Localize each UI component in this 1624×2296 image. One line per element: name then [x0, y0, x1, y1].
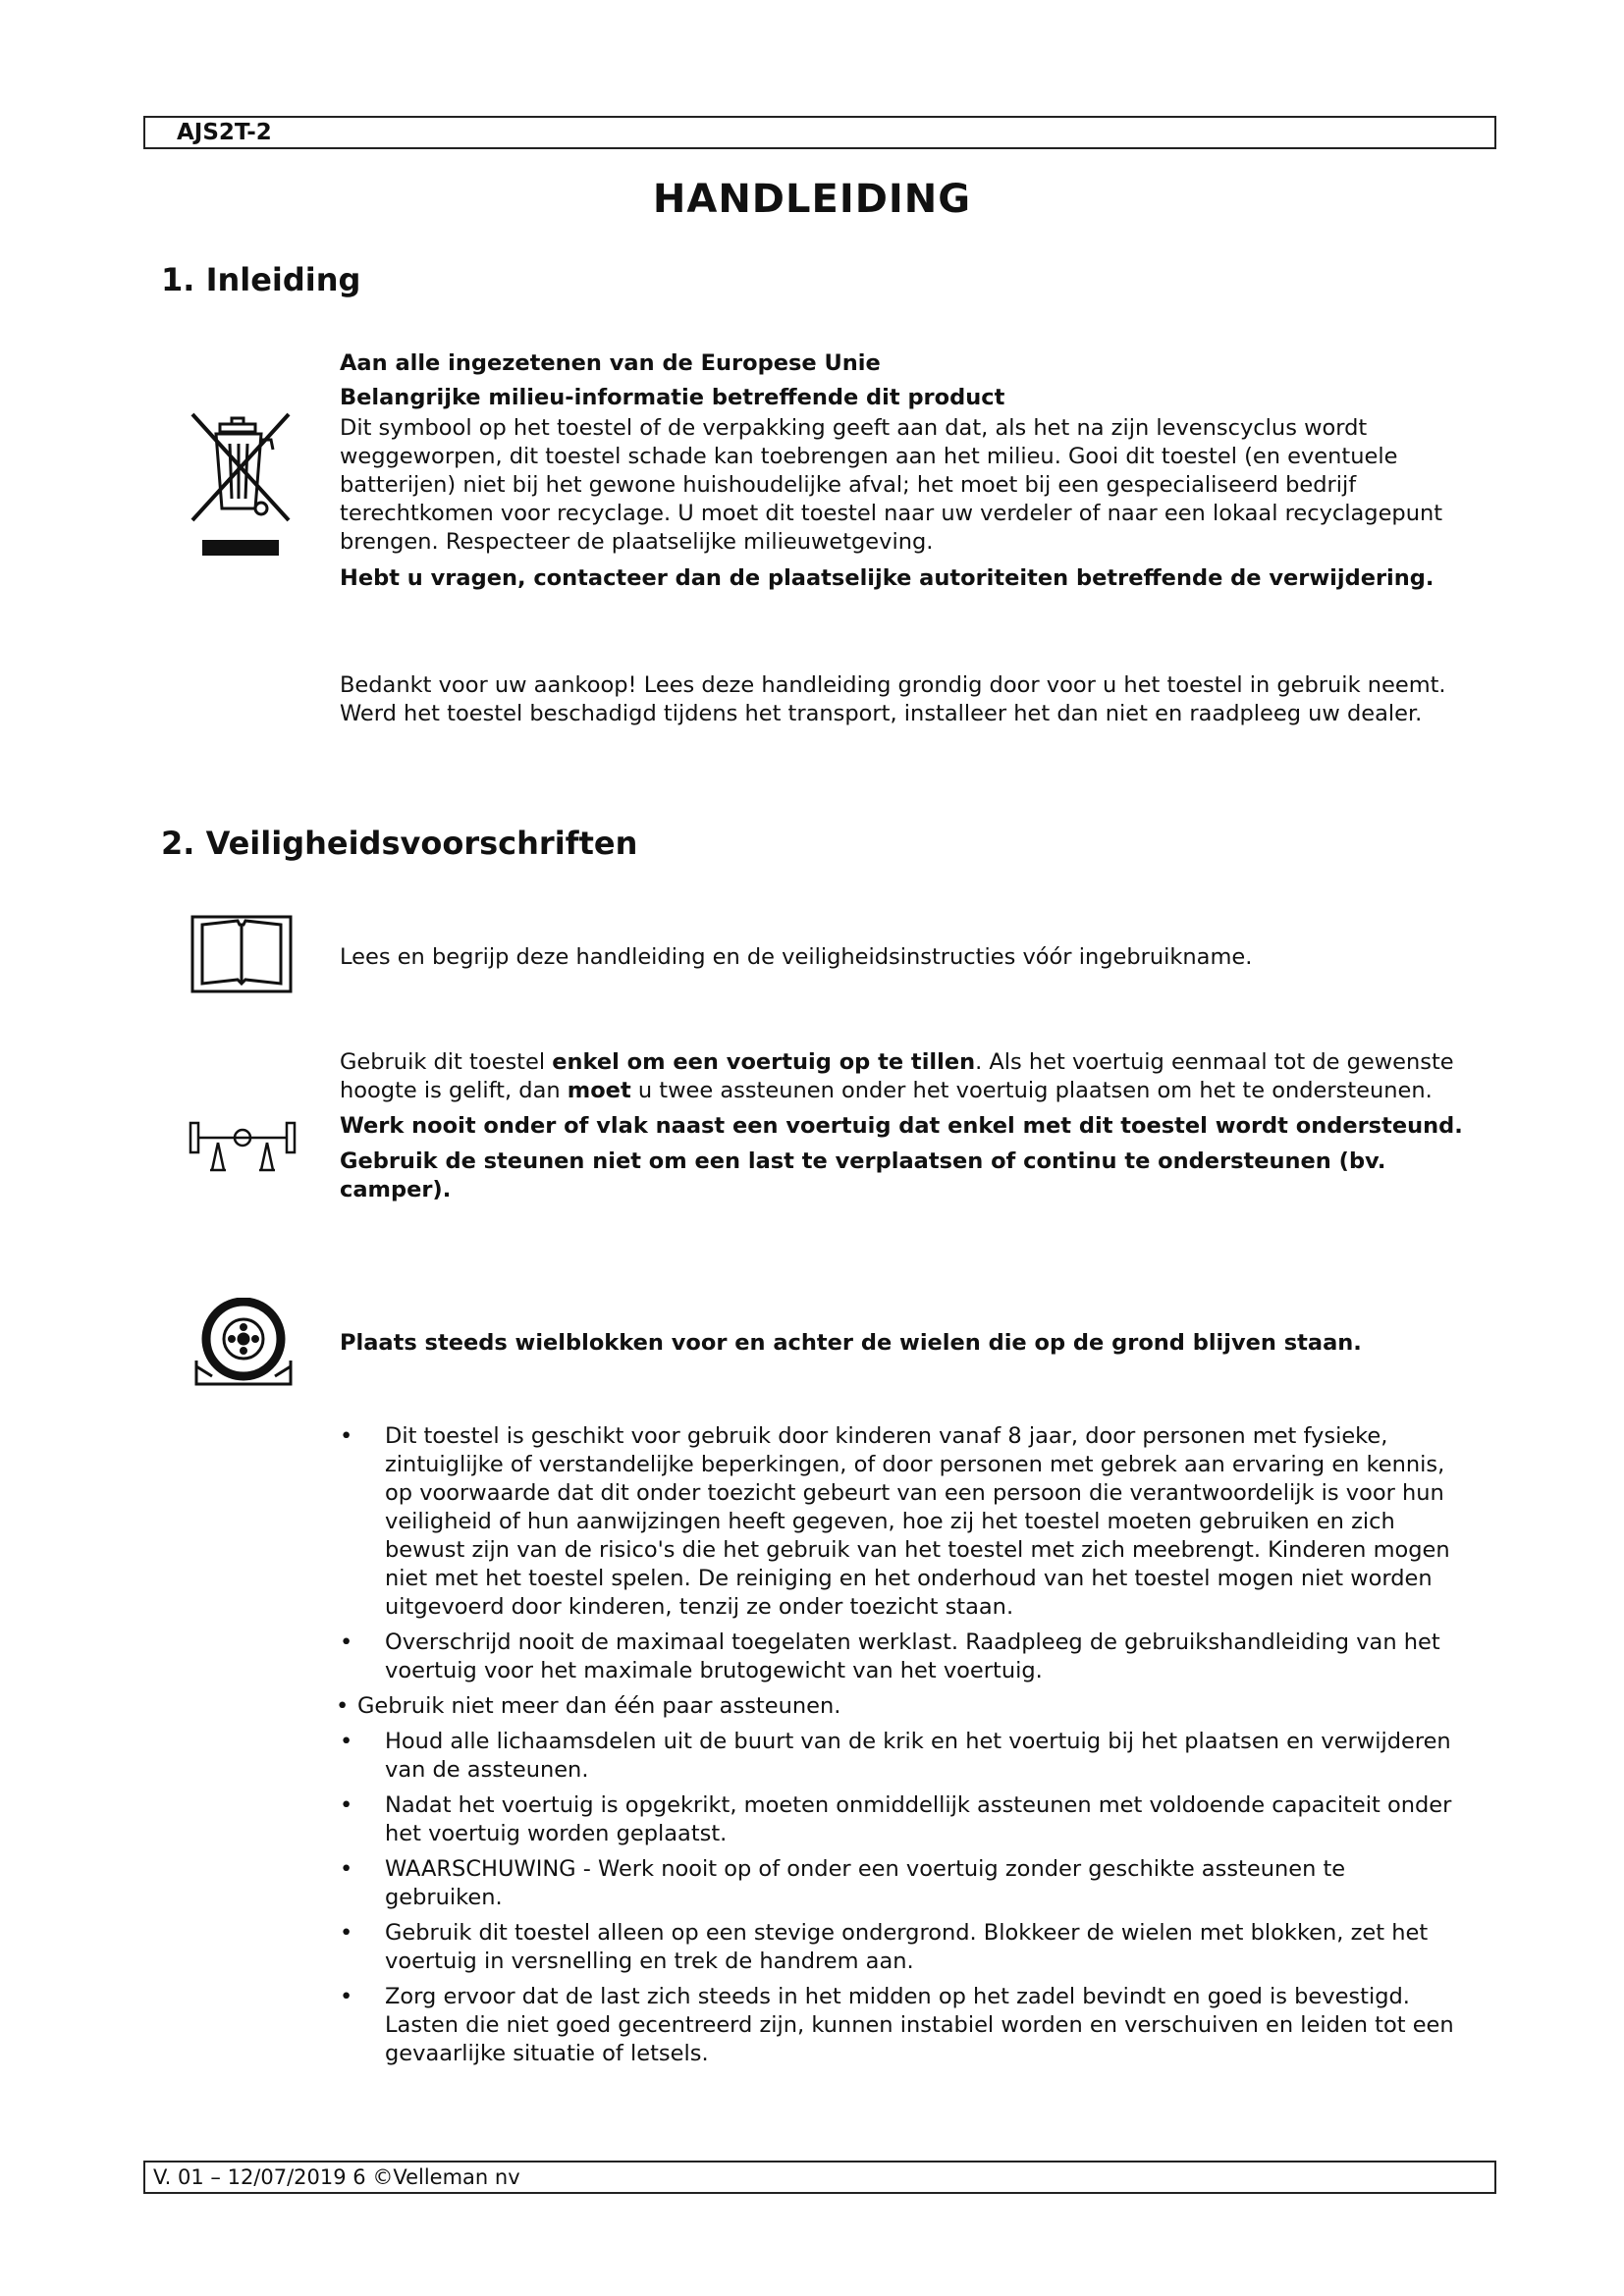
lift-p1-c: . Als het voertuig eenmaal tot de gewenste hoogte is gelift, dan [340, 1049, 1454, 1103]
list-item: • Nadat het voertuig is opgekrikt, moeten onmiddellijk assteunen met voldoende capaciteit onder het voertuig worden geplaatst. [340, 1791, 1469, 1848]
lift-paragraph [340, 1048, 1469, 1105]
weee-line1: Aan alle ingezetenen van de Europese Unie [340, 350, 881, 376]
list-item: • WAARSCHUWING - Werk nooit op of onder een voertuig zonder geschikte assteunen te gebruiken. [340, 1855, 1469, 1912]
section2-heading: 2. Veiligheidsvoorschriften [161, 825, 638, 862]
lift-warning-2: Gebruik de steunen niet om een last te verplaatsen of continu te ondersteunen (bv. camper). [340, 1148, 1386, 1202]
weee-bin-icon [187, 410, 295, 560]
lift-instructions [340, 1048, 1469, 1204]
weee-notice [340, 349, 1469, 593]
list-item: • Gebruik dit toestel alleen op een stevige ondergrond. Blokkeer de wielen met blokken, zet het voertuig in versnelling en trek de handrem aan. [340, 1919, 1469, 1976]
lift-p1-e: u twee assteunen onder het voertuig plaatsen om het te ondersteunen. [630, 1078, 1433, 1103]
wheel-chock-text: Plaats steeds wielblokken voor en achter de wielen die op de grond blijven staan. [340, 1330, 1362, 1356]
list-item: • Zorg ervoor dat de last zich steeds in het midden op het zadel bevindt en goed is bevestigd. Lasten die niet goed gecentreerd zijn, kunnen instabiel worden en verschuiven en leiden tot een gevaarlijke situatie of letsels. [340, 1983, 1469, 2068]
page-title: HANDLEIDING [652, 177, 972, 222]
thanks-text: Bedankt voor uw aankoop! Lees deze handleiding grondig door voor u het toestel in gebruik neemt. Werd het toestel beschadigd tijdens het transport, installeer het dan niet en raadpleeg uw dealer. [340, 672, 1446, 726]
axle-stand-icon [189, 1119, 297, 1180]
list-item: • Gebruik niet meer dan één paar assteunen. [336, 1692, 1465, 1721]
footer-text: V. 01 – 12/07/2019 6 ©Velleman nv [153, 2165, 520, 2189]
header-code: AJS2T-2 [177, 120, 272, 145]
read-manual-icon [189, 911, 295, 995]
section1-heading: 1. Inleiding [161, 261, 361, 298]
footer-box [143, 2161, 1496, 2194]
weee-body: Dit symbool op het toestel of de verpakking geeft aan dat, als het na zijn levenscyclus wordt weggeworpen, dit toestel schade kan toebrengen aan het milieu. Gooi dit toestel (en eventuele batterijen) niet bij het gewone huishoudelijke afval; het moet bij een gespecialiseerd bedrijf terechtkomen voor recyclage. U moet dit toestel naar uw verdeler of naar een lokaal recyclagepunt brengen. Respecteer de plaatselijke milieuwetgeving. [340, 415, 1443, 555]
lift-p1-a: Gebruik dit toestel [340, 1049, 553, 1075]
lift-p1-d: moet [567, 1078, 631, 1103]
lift-warning-1: Werk nooit onder of vlak naast een voertuig dat enkel met dit toestel wordt ondersteund. [340, 1113, 1463, 1139]
lift-p1-b: enkel om een voertuig op te tillen [552, 1049, 976, 1075]
wheel-chock-icon [192, 1298, 295, 1388]
list-item: • Houd alle lichaamsdelen uit de buurt van de krik en het voertuig bij het plaatsen en verwijderen van de assteunen. [340, 1728, 1469, 1785]
read-manual-text: Lees en begrijp deze handleiding en de veiligheidsinstructies vóór ingebruikname. [340, 944, 1253, 970]
list-item: • Dit toestel is geschikt voor gebruik door kinderen vanaf 8 jaar, door personen met fysieke, zintuiglijke of verstandelijke beperkingen, of door personen met gebrek aan ervaring en kennis, op voorwaarde dat dit onder toezicht gebeurt van een persoon die verantwoordelijk is voor hun veiligheid of hun aanwijzingen heeft gegeven, hoe zij het toestel moeten gebruiken en zich bewust zijn van de risico's die het gebruik van het toestel met zich meebrengt. Kinderen mogen niet met het toestel spelen. De reiniging en het onderhoud van het toestel mogen niet worden uitgevoerd door kinderen, tenzij ze onder toezicht staan. [340, 1422, 1469, 1622]
safety-bullet-list [340, 1422, 1469, 2075]
list-item: • Overschrijd nooit de maximaal toegelaten werklast. Raadpleeg de gebruikshandleiding van het voertuig voor het maximale brutogewicht van het voertuig. [340, 1629, 1469, 1685]
weee-line2: Belangrijke milieu-informatie betreffende dit product [340, 385, 1005, 410]
weee-contact: Hebt u vragen, contacteer dan de plaatselijke autoriteiten betreffende de verwijdering. [340, 565, 1435, 591]
header-box [143, 116, 1496, 149]
